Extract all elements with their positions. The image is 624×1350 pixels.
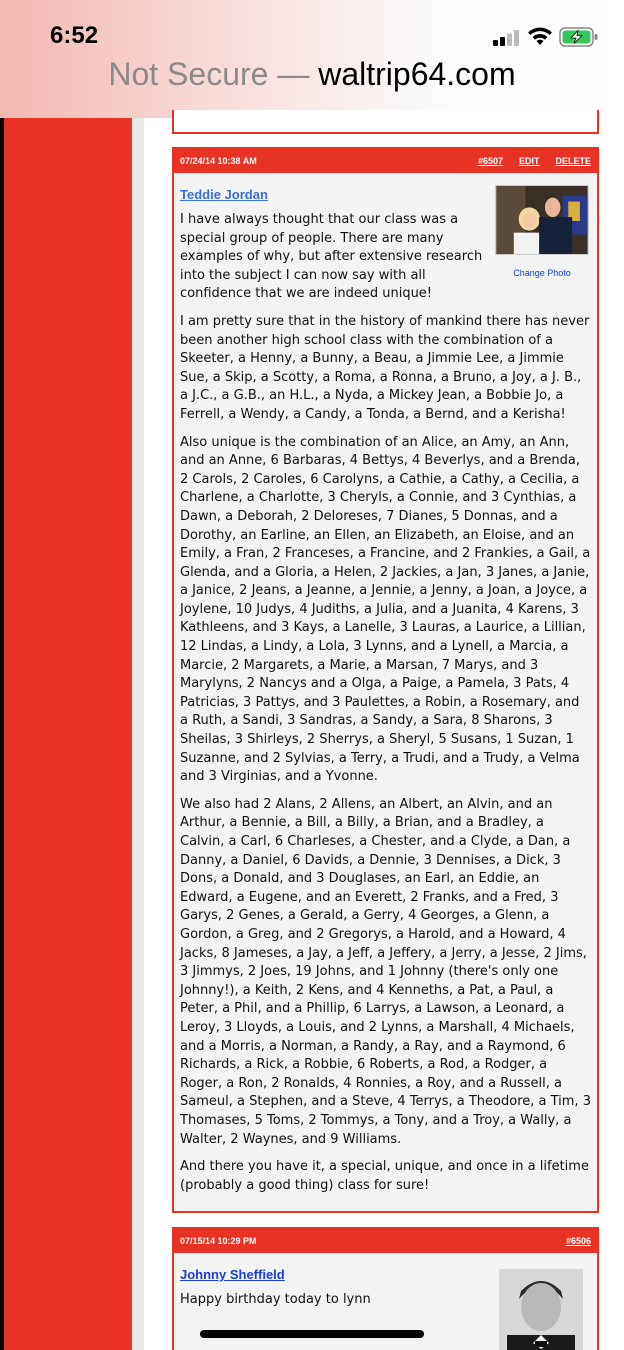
post-id-link[interactable]: #6507: [477, 156, 503, 166]
author-photo: [495, 185, 589, 255]
post-paragraph: Also unique is the combination of an Alice, an Amy, an Ann, and an Anne, 6 Barbaras, 4 Bettys, 4 Beverlys, and a Brenda, 2 Carols, 2 Caroles, 6 Carolyns, a Cathie, a Cathy, a Cecilia, a Charlene, a Charlotte, 3 Cheryls, a Connie, and 3 Cynthias, a Dawn, a Deborah, 2 Deloreses, 7 Dianes, 5 Donnas, and a Dorothy, an Earline, an Ellen, an Elizabeth, an Eloise, and an Emily, a Fran, 2 Franceses, a Francine, and 2 Frankies, a Gail, a Glenda, and a Gloria, a Helen, 2 Jackies, a Jan, 3 Janes, a Janie, a Janice, 2 Jeans, a Jeanne, a Jennie, a Jenny, a Joan, a Joyce, a Joylene, 10 Judys, 4 Judiths, a Julia, and a Juanita, 4 Karens, 3 Kathleens, and 3 Kays, a Lanelle, 3 Lauras, a Laurice, a Lillian, 12 Lindas, a Lindy, a Lola, 3 Lynns, and a Lynell, a Marcia, a Marcie, 2 Margarets, a Marie, a Marsan, 7 Marys, and 3 Marylyns, 2 Nancys and a Olga, a Paige, a Pamela, 3 Pats, 4 Patricias, 3 Pattys, and 3 Paulettes, a Robin, a Rosemary, and a Ruth, a Sandi, 3 Sandras, a Sandy, a Sara, 8 Sharons, 3 Sheilas, 3 Shirleys, 2 Sherrys, a Sheryl, 5 Susans, 1 Suzan, 1 Suzanne, and 2 Sylvias, a Terry, a Trudi, and a Trudy, a Velma and 3 Virginias, and a Yvonne.: [180, 434, 591, 785]
post-header: [174, 1229, 597, 1253]
post-paragraph: I am pretty sure that in the history of mankind there has never been another high school class with the combination of a Skeeter, a Henny, a Bunny, a Beau, a Jimmie Lee, a Jimmie Sue, a Skip, a Scotty, a Roma, a Ronna, a Bruno, a Joy, a J. B., a J.C., a G.B., an H.L., a Nyda, a Mickey Jean, a Bobbie Jo, a Ferrell, a Wendy, a Candy, a Tonda, a Bernd, and a Kerisha!: [180, 313, 590, 422]
home-indicator[interactable]: [200, 1330, 424, 1338]
status-time: 6:52: [50, 22, 99, 49]
change-photo-link[interactable]: Change Photo: [513, 267, 571, 278]
cellular-signal-icon: [493, 30, 521, 46]
post-date: 07/24/14 10:38 AM: [180, 156, 257, 166]
previous-post-remnant: [172, 110, 599, 134]
post-date: 07/15/14 10:29 PM: [180, 1236, 257, 1246]
wifi-icon: [527, 26, 553, 46]
post-paragraph: Happy birthday today to lynn: [180, 1292, 371, 1307]
author-link[interactable]: Johnny Sheffield: [180, 1267, 285, 1282]
post-paragraph: I have always thought that our class was a special group of people. There are many examples of why, but after extensive research into the subject I can now say with all confidence that we are indeed unique!: [180, 212, 483, 302]
post-id-link[interactable]: #6506: [565, 1236, 591, 1246]
battery-charging-icon: [559, 27, 599, 47]
edit-link[interactable]: EDIT: [518, 156, 540, 166]
post-paragraph: And there you have it, a special, unique, and once in a lifetime (probably a good thing) class for sure!: [180, 1159, 589, 1193]
delete-link[interactable]: DELETE: [555, 156, 591, 166]
url-separator: —: [268, 56, 319, 92]
author-photo-box: [493, 185, 591, 278]
post-paragraph: We also had 2 Alans, 2 Allens, an Albert, an Alvin, and an Arthur, a Bennie, a Bill, a Billy, a Brian, and a Bradley, a Calvin, a Carl, 6 Charleses, a Chester, and a Clyde, a Dan, a Danny, a Daniel, 6 Davids, a Dennie, 3 Dennises, a Dick, 3 Dons, a Donald, and 3 Douglases, an Earl, an Eddie, an Edward, a Eugene, and an Everett, 2 Franks, and a Fred, 3 Garys, 2 Genes, a Gerald, a Gerry, 4 Georges, a Glenn, a Gordon, a Greg, and 2 Gregorys, a Harold, and a Howard, 4 Jacks, 8 Jameses, a Jay, a Jeff, a Jeffery, a Jerry, a Jesse, 2 Jims, 3 Jimmys, 2 Joes, 19 Johns, and 1 Johnny (there's only one Johnny!), a Keith, 2 Kens, and 4 Kenneths, a Pat, a Paul, a Peter, a Phil, and a Phillip, 6 Larrys, a Lawson, a Leonard, a Leroy, 3 Lloyds, a Louis, and 2 Lynns, a Marshall, 4 Michaels, and a Morris, a Norman, a Randy, a Ray, and a Raymond, 6 Richards, a Rick, a Robbie, 6 Roberts, a Rod, a Rodger, a Roger, a Ron, 2 Ronalds, 4 Ronnies, a Roy, and a Russell, a Sameul, a Stephen, and a Steve, 4 Terrys, a Theodore, a Tim, 3 Thomases, 5 Toms, 2 Tommys, a Tony, and a Troy, a Wally, a Walter, 2 Waynes, and 9 Williams.: [180, 796, 591, 1147]
security-label: Not Secure: [108, 56, 269, 92]
page-gutter: [132, 118, 144, 1350]
guestbook-post: [172, 147, 599, 1213]
address-bar[interactable]: [0, 56, 624, 93]
post-body: [174, 173, 597, 1216]
browser-top-bar: [0, 0, 624, 118]
author-photo: [499, 1269, 583, 1350]
domain-label: waltrip64.com: [318, 56, 516, 92]
author-link[interactable]: Teddie Jordan: [180, 187, 268, 202]
post-header: [174, 149, 597, 173]
page-left-sidebar: [4, 118, 132, 1350]
